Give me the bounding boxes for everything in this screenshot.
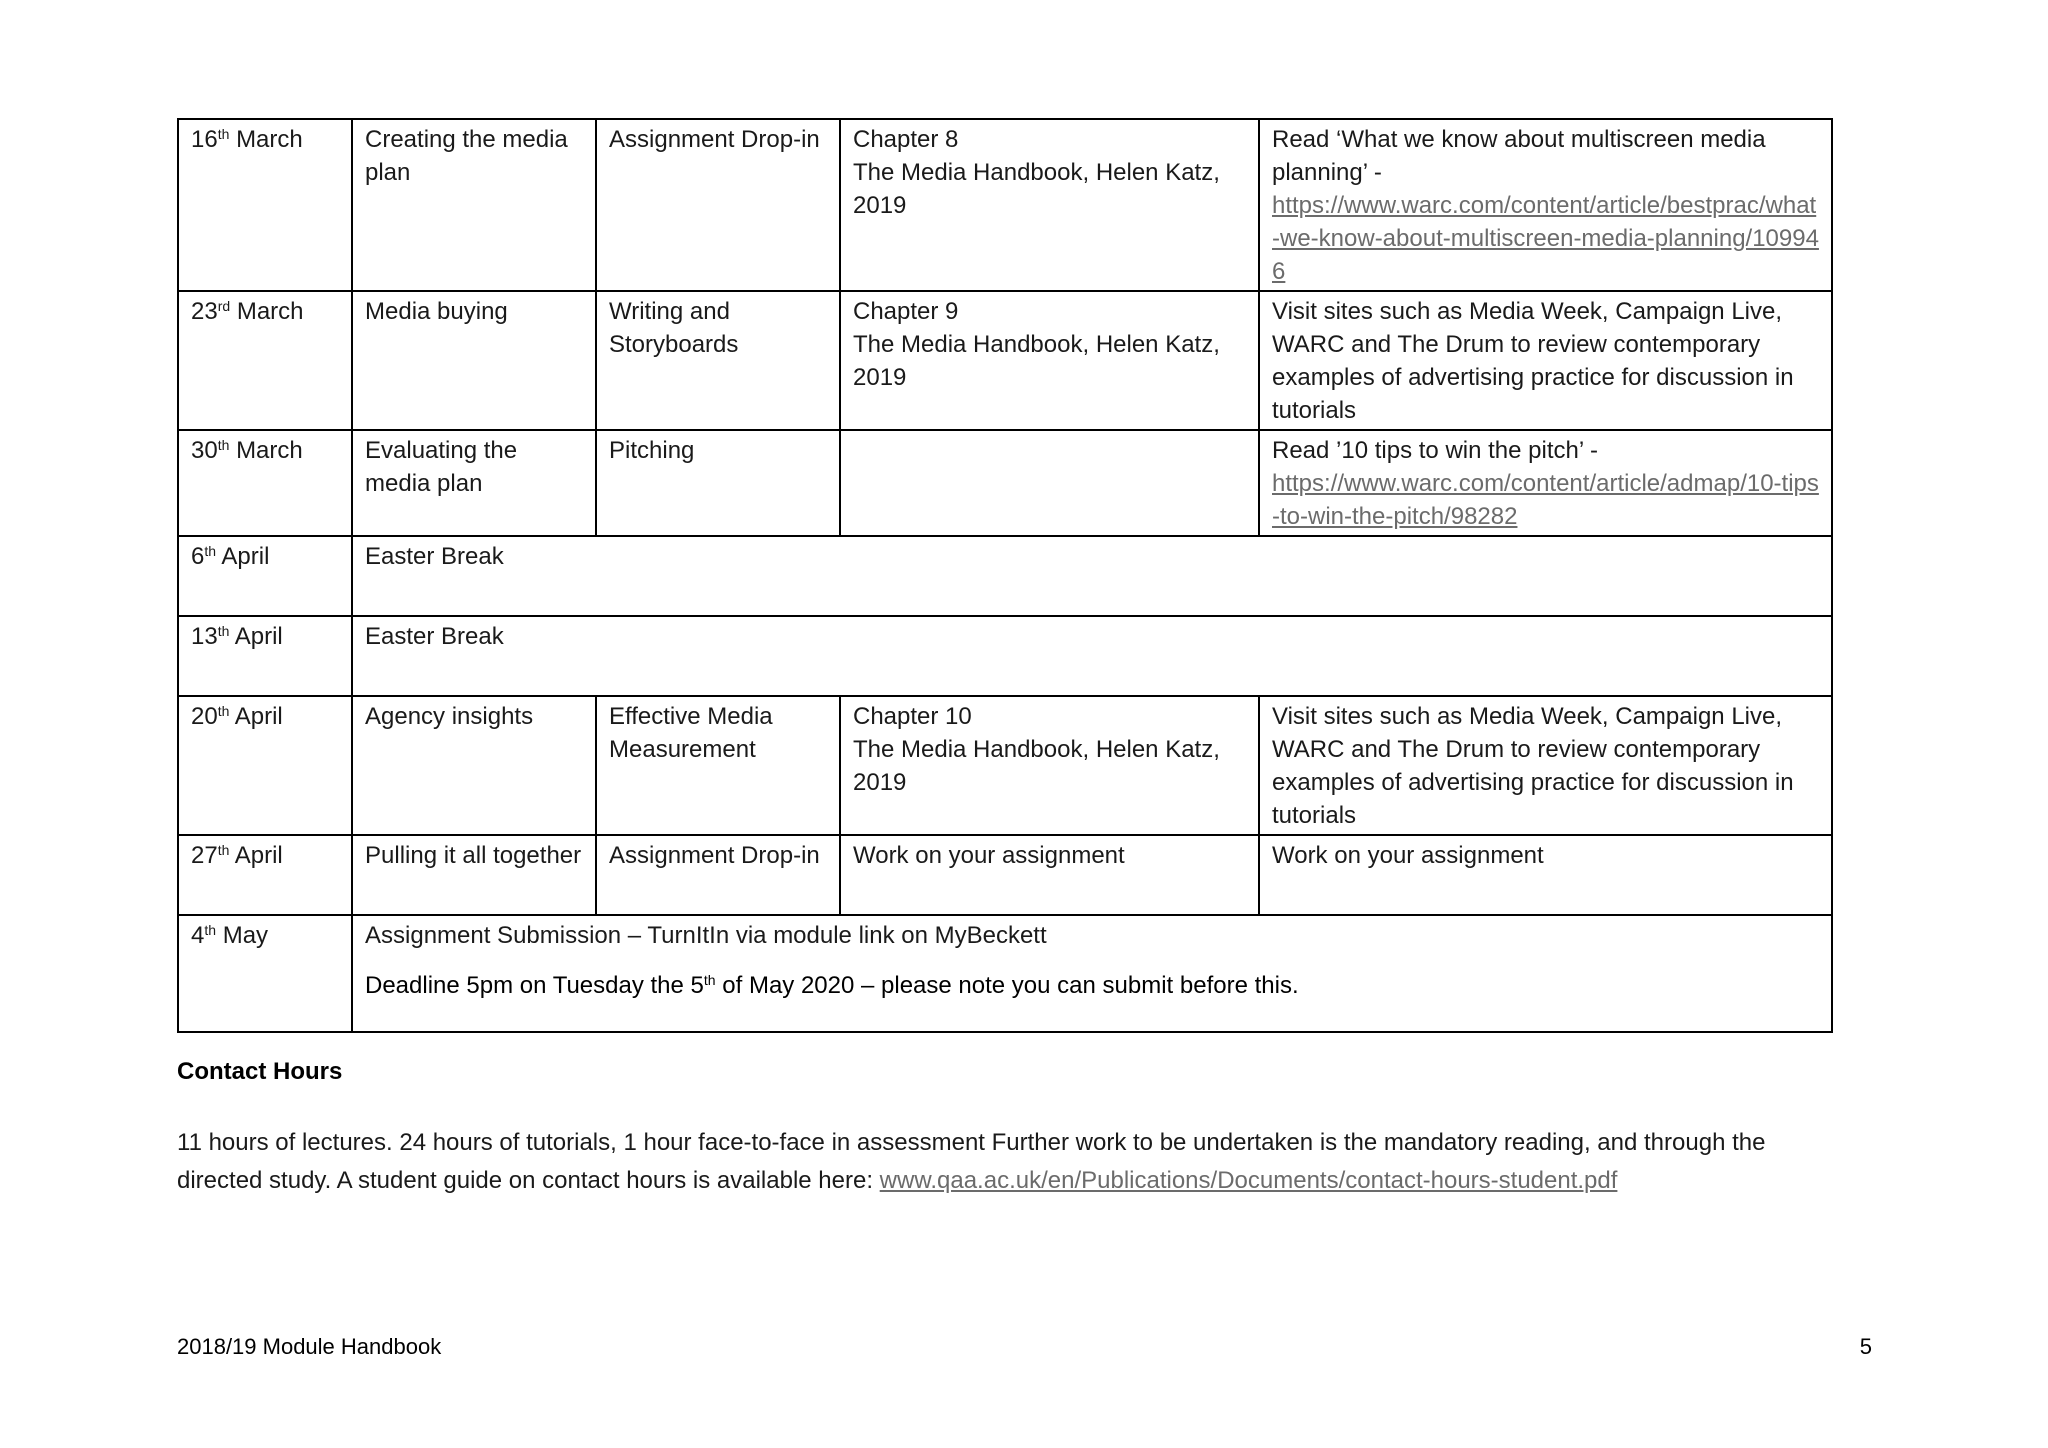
deadline-part: of May 2020 – please note you can submit before this. — [715, 972, 1299, 999]
table-row — [178, 696, 1832, 835]
reading-chapter: Chapter 9 — [853, 298, 959, 325]
submission-note: Assignment Submission – TurnItIn via module link on MyBeckett — [365, 922, 1047, 949]
directed-study-cell: Work on your assignment — [1259, 835, 1832, 915]
table-row — [178, 835, 1832, 915]
date-cell — [178, 616, 352, 696]
contact-body: 11 hours of lectures. 24 hours of tutorials, 1 hour face-to-face in assessment Further work to be undertaken is the mandatory reading, and through the directed study. A student guide on contact hours is available here: — [177, 1129, 1766, 1194]
reading-book: The Media Handbook, Helen Katz, 2019 — [853, 159, 1220, 219]
date-month: May — [222, 922, 269, 949]
lecture-cell: Creating the media plan — [352, 119, 596, 291]
reading-chapter: Chapter 8 — [853, 126, 959, 153]
date-month: April — [234, 842, 283, 869]
page-number: 5 — [1859, 1334, 1872, 1359]
table-row — [178, 616, 1832, 696]
table-row — [178, 536, 1832, 616]
table-row — [178, 119, 1832, 291]
tutorial-cell: Writing and Storyboards — [596, 291, 840, 430]
reading-cell — [840, 430, 1259, 536]
directed-link[interactable]: https://www.warc.com/content/article/admap/10-tips-to-win-the-pitch/98282 — [1272, 470, 1819, 530]
date-suffix: th — [204, 543, 217, 559]
directed-study-cell — [1259, 430, 1832, 536]
contact-paragraph — [177, 1124, 1857, 1200]
directed-link[interactable]: https://www.warc.com/content/article/bestprac/what-we-know-about-multiscreen-media-planning/109946 — [1272, 192, 1819, 285]
date-day: 23 — [191, 298, 218, 325]
schedule-table — [177, 118, 1833, 1033]
lecture-cell: Media buying — [352, 291, 596, 430]
reading-cell: Work on your assignment — [840, 835, 1259, 915]
reading-book: The Media Handbook, Helen Katz, 2019 — [853, 331, 1220, 391]
submission-cell — [352, 915, 1832, 1032]
reading-cell — [840, 291, 1259, 430]
tutorial-cell: Assignment Drop-in — [596, 119, 840, 291]
tutorial-cell: Assignment Drop-in — [596, 835, 840, 915]
date-cell — [178, 915, 352, 1032]
date-month: April — [234, 703, 283, 730]
date-day: 30 — [191, 437, 218, 464]
date-day: 16 — [191, 126, 218, 153]
date-suffix: th — [217, 623, 230, 639]
reading-book: The Media Handbook, Helen Katz, 2019 — [853, 736, 1220, 796]
date-day: 13 — [191, 623, 218, 650]
date-suffix: th — [217, 126, 230, 142]
deadline-part: Deadline 5pm on Tuesday the 5 — [365, 972, 704, 999]
date-suffix: th — [217, 437, 230, 453]
date-suffix: th — [217, 703, 230, 719]
date-cell — [178, 291, 352, 430]
date-cell — [178, 119, 352, 291]
lecture-cell: Evaluating the media plan — [352, 430, 596, 536]
date-month: April — [221, 543, 270, 570]
date-day: 20 — [191, 703, 218, 730]
deadline-text — [365, 969, 1819, 1002]
date-day: 6 — [191, 543, 205, 570]
directed-study-cell: Visit sites such as Media Week, Campaign Live, WARC and The Drum to review contemporary examples of advertising practice for discussion in tutorials — [1259, 291, 1832, 430]
lecture-cell: Pulling it all together — [352, 835, 596, 915]
tutorial-cell: Effective Media Measurement — [596, 696, 840, 835]
deadline-suffix: th — [703, 972, 716, 988]
date-cell — [178, 430, 352, 536]
date-month: March — [236, 126, 303, 153]
date-suffix: th — [204, 922, 217, 938]
date-day: 27 — [191, 842, 218, 869]
reading-chapter: Chapter 10 — [853, 703, 972, 730]
date-day: 4 — [191, 922, 205, 949]
note-cell: Easter Break — [352, 616, 1832, 696]
footer-title: 2018/19 Module Handbook — [177, 1334, 442, 1359]
tutorial-cell: Pitching — [596, 430, 840, 536]
reading-cell — [840, 696, 1259, 835]
table-row — [178, 430, 1832, 536]
date-cell — [178, 835, 352, 915]
date-suffix: rd — [217, 298, 231, 314]
date-month: April — [234, 623, 283, 650]
section-heading: Contact Hours — [177, 1058, 343, 1085]
note-cell: Easter Break — [352, 536, 1832, 616]
reading-cell — [840, 119, 1259, 291]
directed-study-cell — [1259, 119, 1832, 291]
table-row — [178, 915, 1832, 1032]
contact-hours-link[interactable]: www.qaa.ac.uk/en/Publications/Documents/contact-hours-student.pdf — [879, 1167, 1618, 1194]
directed-text: Read ’10 tips to win the pitch’ - — [1272, 437, 1598, 464]
date-month: March — [236, 437, 303, 464]
date-cell — [178, 536, 352, 616]
directed-text: Read ‘What we know about multiscreen media planning’ - — [1272, 126, 1766, 186]
date-cell — [178, 696, 352, 835]
date-suffix: th — [217, 842, 230, 858]
directed-study-cell: Visit sites such as Media Week, Campaign Live, WARC and The Drum to review contemporary examples of advertising practice for discussion in tutorials — [1259, 696, 1832, 835]
table-row — [178, 291, 1832, 430]
date-month: March — [236, 298, 304, 325]
lecture-cell: Agency insights — [352, 696, 596, 835]
